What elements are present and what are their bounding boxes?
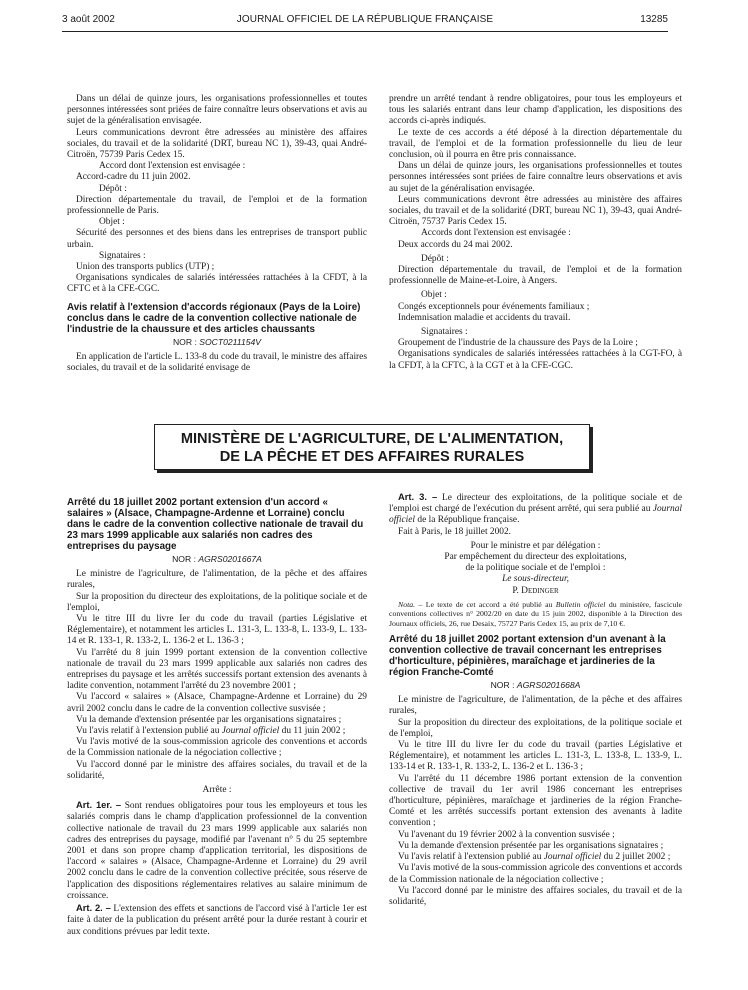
paragraph: Organisations syndicales de salariés intéressées rattachées à la CFDT, à la CFTC et à la CFE-CGC. <box>67 273 367 295</box>
signature-line: Par empêchement du directeur des exploitations, <box>444 552 627 563</box>
nor-reference <box>67 337 367 348</box>
paragraph: Leurs communications devront être adressées au ministère des affaires sociales, du travail et de la solidarité (DRT, bureau NC 1), 39-43, quai André-Citroën, 75739 Paris Cedex 15. <box>67 127 367 161</box>
paragraph: prendre un arrêté tendant à rendre obligatoires, pour tous les employeurs et tous les salariés entrant dans leur champ d'application, les dispositions des accords ci-après indiqués. <box>389 94 682 127</box>
nor-label: NOR : <box>172 336 197 347</box>
signature-line: de la politique sociale et de l'emploi : <box>465 563 606 574</box>
arrete-label: Arrête : <box>202 785 232 796</box>
paragraph: Vu la demande d'extension présentée par les organisations signataires ; <box>76 714 342 725</box>
paragraph: Le ministre de l'agriculture, de l'alimentation, de la pêche et des affaires rurales, <box>67 569 367 591</box>
paragraph: Sur la proposition du directeur des exploitations, de la politique sociale et de l'emploi, <box>389 717 682 739</box>
ministry-line-2: DE LA PÊCHE ET DES AFFAIRES RURALES <box>219 449 525 465</box>
nor-label: NOR : <box>490 680 515 691</box>
paragraph: Accord-cadre du 11 juin 2002. <box>76 172 191 183</box>
paragraph: Vu l'avis relatif à l'extension publié au Journal officiel du 11 juin 2002 ; <box>76 726 346 737</box>
column-bottom-left <box>67 491 367 938</box>
signatory-name: P. Dedinger <box>512 585 559 596</box>
paragraph: Vu l'avis relatif à l'extension publié au Journal officiel du 2 juillet 2002 ; <box>398 852 671 863</box>
section-title: Avis relatif à l'extension d'accords régionaux (Pays de la Loire) conclus dans le cadre de la convention collective nationale de l'industrie de la chaussure et des articles chaussants <box>67 301 361 335</box>
paragraph: Sur la proposition du directeur des exploitations, de la politique sociale et de l'emploi, <box>67 591 367 613</box>
paragraph: En application de l'article L. 133-8 du code du travail, le ministre des affaires sociales, du travail et de la solidarité envisage de <box>67 351 367 374</box>
header-date: 3 août 2002 <box>62 14 115 25</box>
paragraph: Direction départementale du travail, de l'emploi et de la formation professionnelle de Paris. <box>67 194 367 217</box>
nor-code: AGRS0201667A <box>198 554 262 564</box>
paragraph: Vu la demande d'extension présentée par les organisations signataires ; <box>398 840 664 851</box>
page-header <box>62 14 668 30</box>
paragraph: Dans un délai de quinze jours, les organisations professionnelles et toutes personnes intéressées sont priées de faire connaître leurs observations et avis au sujet de la généralisation envisagée. <box>67 94 367 127</box>
header-rule <box>62 31 668 32</box>
article-3: Art. 3. – Le directeur des exploitations, de la politique sociale et de l'emploi est chargé de l'exécution du présent arrêté, qui sera publié au Journal officiel de la République française. <box>389 491 683 526</box>
header-journal-title: JOURNAL OFFICIEL DE LA RÉPUBLIQUE FRANÇAISE <box>236 14 494 25</box>
ministry-heading-box <box>154 424 590 470</box>
ministry-line-1: MINISTÈRE DE L'AGRICULTURE, DE L'ALIMENTATION, <box>180 431 564 447</box>
paragraph: Union des transports publics (UTP) ; <box>76 262 215 273</box>
paragraph: Organisations syndicales de salariés intéressées rattachées à la CGT-FO, à la CFDT, à la CFTC, à la CGT et à la CFE-CGC. <box>389 349 682 371</box>
paragraph: Vu le titre III du livre Ier du code du travail (parties Législative et Réglementaire), et notamment les articles L. 131-3, L. 133-8, L. 133-9, L. 133-14 et R. 133-1, R. 133-2, L. 136-2 et L. 136-3 ; <box>389 740 682 773</box>
label: Dépôt : <box>99 183 127 194</box>
nor-reference <box>389 680 682 691</box>
label: Signataires : <box>99 250 146 261</box>
done-at: Fait à Paris, le 18 juillet 2002. <box>398 526 512 537</box>
paragraph: Congés exceptionnels pour événements familiaux ; <box>398 301 590 312</box>
paragraph: Vu l'avis motivé de la sous-commission agricole des conventions et accords de la Commission nationale de la négociation collective ; <box>67 737 367 759</box>
label: Accords dont l'extension est envisagée : <box>421 228 571 239</box>
nota-note: Nota. – Le texte de cet accord a été publié au Bulletin officiel du ministère, fascicule conventions collectives n° 2002/20 en date du 15 juin 2002, disponible à la Direction des Journaux officiels, 26, rue Desaix, 75727 Paris Cedex 15, au prix de 7,10 €. <box>389 599 682 628</box>
nor-reference <box>67 554 367 565</box>
paragraph: Le ministre de l'agriculture, de l'alimentation, de la pêche et des affaires rurales, <box>389 695 682 717</box>
nor-code: AGRS0201668A <box>516 680 581 691</box>
label: Dépôt : <box>421 253 449 264</box>
signature-line: Pour le ministre et par délégation : <box>470 540 601 551</box>
paragraph: Deux accords du 24 mai 2002. <box>398 239 513 250</box>
paragraph: Indemnisation maladie et accidents du travail. <box>398 312 571 323</box>
nor-label: NOR : <box>172 554 196 564</box>
article-2: Art. 2. – L'extension des effets et sanctions de l'accord visé à l'article 1er est faite à dater de la publication du présent arrêté pour la durée restant à courir et aux conditions prévues par ledit texte. <box>67 902 367 937</box>
header-page-number: 13285 <box>640 14 668 25</box>
paragraph: Sécurité des personnes et des biens dans les entreprises de transport public urbain. <box>67 228 367 250</box>
paragraph: Dans un délai de quinze jours, les organisations professionnelles et toutes personnes intéressées sont priées de faire connaître leurs observations et avis au sujet de la généralisation envisagée. <box>389 161 682 194</box>
label: Accord dont l'extension est envisagée : <box>99 161 246 172</box>
section-title: Arrêté du 18 juillet 2002 portant extension d'un avenant à la convention collective de travail concernant les entreprises d'horticulture, pépinières, maraîchage et jardineries de la région Franche-Comté <box>389 634 666 679</box>
paragraph: Le texte de ces accords a été déposé à la direction départementale du travail, de l'emploi et de la formation professionnelle du lieu de leur conclusion, où il pourra en être pris connaissance. <box>389 127 682 161</box>
paragraph: Vu l'avis motivé de la sous-commission agricole des conventions et accords de la Commission nationale de la négociation collective ; <box>389 863 682 885</box>
signature-title: Le sous-directeur, <box>502 574 569 585</box>
paragraph: Leurs communications devront être adressées au ministère des affaires sociales, du travail et de la solidarité (DRT, bureau NC 1), 39-43, quai André-Citroën, 75737 Paris Cedex 15. <box>389 194 682 228</box>
paragraph: Vu l'arrêté du 8 juin 1999 portant extension de la convention collective nationale de travail du 23 mars 1999 applicable aux salariés non cadres des entreprises du paysage et les arrêtés successifs portant extension des avenants à ladite convention, notamment l'arrêté du 23 novembre 2001 ; <box>67 647 367 692</box>
label: Objet : <box>99 217 125 228</box>
column-bottom-right <box>389 491 682 908</box>
paragraph: Groupement de l'industrie de la chaussure des Pays de la Loire ; <box>398 338 638 349</box>
paragraph: Vu l'arrêté du 11 décembre 1986 portant extension de la convention collective de travail du 1er avril 1986 concernant les entreprises d'horticulture, pépinières, maraîchage et jardineries de la région Franche-Comté et les arrêtés successifs portant extension des avenants à ladite convention ; <box>389 773 682 829</box>
column-top-left <box>67 94 367 374</box>
paragraph: Vu l'accord donné par le ministre des affaires sociales, du travail et de la solidarité, <box>67 759 367 781</box>
paragraph: Vu l'accord donné par le ministre des affaires sociales, du travail et de la solidarité, <box>389 885 682 907</box>
paragraph: Vu le titre III du livre Ier du code du travail (parties Législative et Réglementaire), et notamment les articles L. 131-3, L. 133-8, L. 133-9, L. 133-14 et R. 133-1, R. 133-2, L. 136-2 et L. 136-3 ; <box>67 614 367 647</box>
paragraph: Vu l'avenant du 19 février 2002 à la convention susvisée ; <box>398 829 615 840</box>
article-1: Art. 1er. – Sont rendues obligatoires pour tous les employeurs et tous les salariés compris dans le champ d'application professionnel de la convention collective nationale de travail du 23 mars 1999 applicable aux salariés non cadres des entreprises du paysage, modifié par l'avenant n° 5 du 25 septembre 2001 et dans son propre champ d'application territorial, les dispositions de l'accord « salaires » (Alsace, Champagne-Ardenne et Lorraine) du 29 avril 2002 conclu dans le cadre de la convention collective précitée, sous réserve de l'application des dispositions réglementaires relatives au salaire minimum de croissance. <box>67 799 367 901</box>
section-title: Arrêté du 18 juillet 2002 portant extension d'un accord « salaires » (Alsace, Champagne-Ardenne et Lorraine) conclu dans le cadre de la convention collective nationale de travail du 23 mars 1999 applicable aux salariés non cadres des entreprises du paysage <box>67 497 364 552</box>
label: Signataires : <box>421 327 468 338</box>
column-top-right <box>389 94 682 372</box>
paragraph: Direction départementale du travail, de l'emploi et de la formation professionnelle de Maine-et-Loire, à Angers. <box>389 265 682 287</box>
label: Objet : <box>421 290 447 301</box>
nor-code: SOCT0211154V <box>199 336 262 347</box>
paragraph: Vu l'accord « salaires » (Alsace, Champagne-Ardenne et Lorraine) du 29 avril 2002 conclu dans le cadre de la convention collective susvisée ; <box>67 692 367 714</box>
